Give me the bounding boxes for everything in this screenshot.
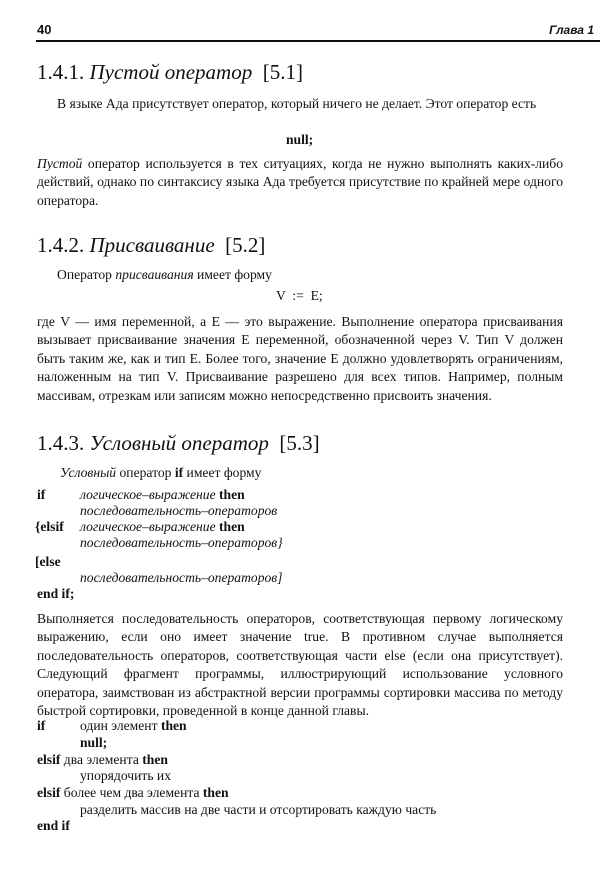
- heading-1-4-3: 1.4.3. Условный оператор [5.3]: [37, 431, 320, 455]
- example-line-4: упорядочить их: [80, 768, 172, 783]
- paragraph-empty-intro: В языке Ада присутствует оператор, который ничего не делает. Этот оператор есть: [57, 96, 537, 111]
- syntax-elsif-kw: {elsif: [35, 519, 64, 534]
- heading-1-4-1: 1.4.1. Пустой оператор [5.1]: [37, 60, 303, 84]
- syntax-if-kw: if: [37, 487, 46, 502]
- page-number: 40: [37, 22, 52, 37]
- syntax-line-3: логическое–выражение then: [80, 519, 245, 534]
- syntax-else-kw: [else: [35, 554, 61, 569]
- example-line-5: elsif более чем два элемента then: [37, 785, 229, 800]
- example-if-kw: if: [37, 718, 46, 733]
- paragraph-if-desc: Выполняется последовательность операторов, соответствующая первому логическому выражению, если оно имеет значение true. В противном случае выполняется последовательность операторов, соответствующая части else (если она присутствует). Следующий фрагмент программы, иллюстрирующий использование условного оператора, заимствован из абстрактной версии программы сортировки массива по методу быстрой сортировки, проведенной в конце данной главы.: [37, 611, 563, 719]
- syntax-line-2: последовательность–операторов: [80, 503, 278, 518]
- header-rule: [36, 40, 600, 42]
- example-line-3: elsif два элемента then: [37, 752, 168, 767]
- assign-form: V := E;: [276, 288, 323, 303]
- paragraph-empty-desc: Пустой оператор используется в тех ситуациях, когда не нужно выполнять каких-либо действий, однако по синтаксису языка Ада требуется присутствие по крайней мере одного оператора.: [37, 156, 563, 208]
- example-line-7: end if: [37, 818, 70, 833]
- running-header: Глава 1: [549, 23, 594, 37]
- syntax-line-4: последовательность–операторов}: [80, 535, 283, 550]
- syntax-line-1: логическое–выражение then: [80, 487, 245, 502]
- example-line-6: разделить массив на две части и отсортировать каждую часть: [80, 802, 437, 817]
- assign-intro: Оператор присваивания имеет форму: [57, 267, 272, 282]
- code-null: null;: [286, 132, 314, 147]
- paragraph-assign-desc: где V — имя переменной, а E — это выражение. Выполнение оператора присваивания вызывает присваивание значения E переменной, обозначенной через V. Тип V должен быть таким же, как и тип E. Более того, значение E должно удовлетворять ограничениям, наложенным на тип V. Присваивание разрешено для всех типов. Например, полным массивам, отрезкам или записям можно непосредственно присвоить значения.: [37, 314, 563, 403]
- syntax-end-kw: end if;: [37, 586, 75, 601]
- example-line-2: null;: [80, 735, 108, 750]
- heading-1-4-2: 1.4.2. Присваивание [5.2]: [37, 233, 266, 257]
- if-intro: Условный оператор if имеет форму: [60, 465, 262, 480]
- syntax-line-5: последовательность–операторов]: [80, 570, 283, 585]
- example-line-1: один элемент then: [80, 718, 187, 733]
